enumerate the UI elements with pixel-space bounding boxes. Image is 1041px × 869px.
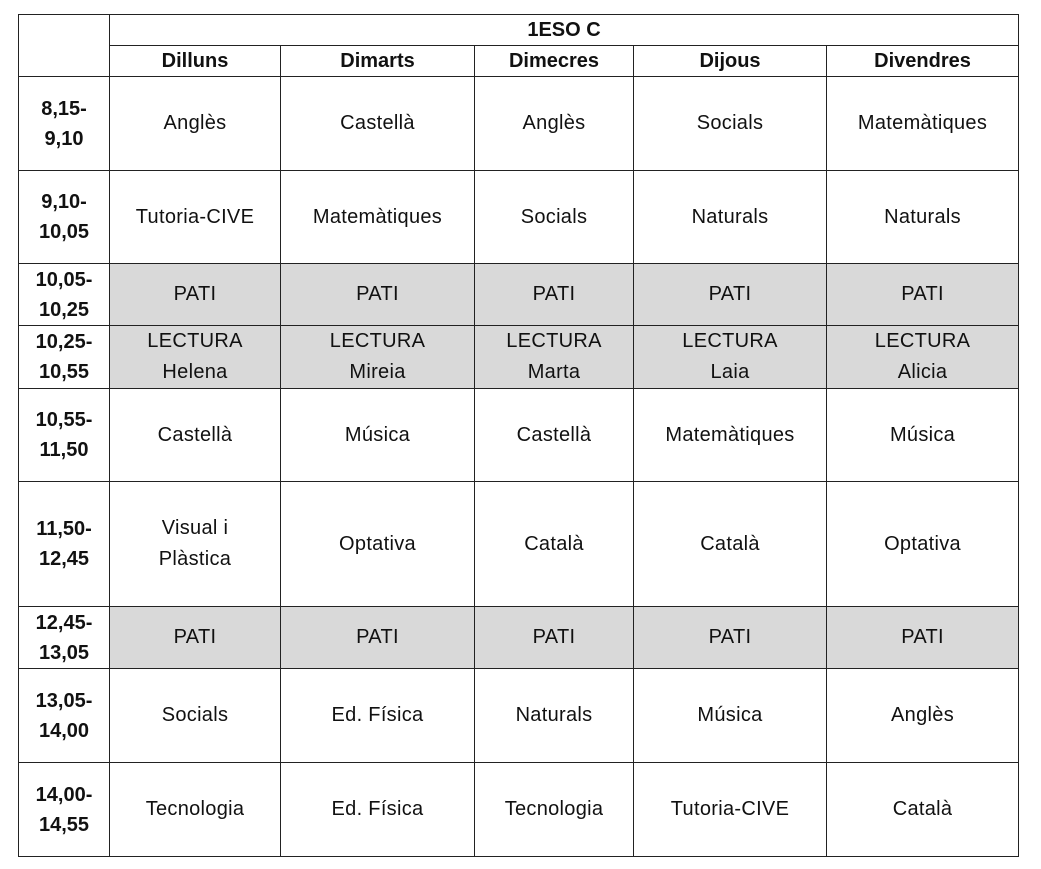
day-header-thursday: Dijous xyxy=(634,46,827,77)
subject-line: LECTURA xyxy=(506,330,602,352)
subject-cell xyxy=(475,326,634,389)
subject-line: Plàstica xyxy=(158,548,232,570)
time-slot-line: 9,10 xyxy=(44,127,84,150)
time-slot-cell xyxy=(19,669,110,763)
time-slot-line: 11,50- xyxy=(36,518,92,540)
subject-cell: Castellà xyxy=(475,389,634,482)
subject-line: Helena xyxy=(162,361,228,383)
subject-cell: Tecnologia xyxy=(475,763,634,857)
subject-cell: Matemàtiques xyxy=(634,389,827,482)
subject-cell: PATI xyxy=(634,607,827,669)
time-slot-cell xyxy=(19,326,110,389)
subject-cell: PATI xyxy=(827,264,1019,326)
time-slot-line: 12,45- xyxy=(35,611,93,634)
subject-cell: Optativa xyxy=(281,482,475,607)
timetable-row xyxy=(19,763,1019,857)
subject-line: Visual i xyxy=(161,517,229,539)
subject-cell xyxy=(634,326,827,389)
subject-cell xyxy=(827,326,1019,389)
subject-cell xyxy=(110,482,281,607)
day-header-friday: Divendres xyxy=(827,46,1019,77)
subject-line: Laia xyxy=(710,361,750,383)
corner-cell xyxy=(19,15,110,77)
subject-cell: Anglès xyxy=(827,669,1019,763)
timetable xyxy=(18,14,1019,857)
title-row xyxy=(19,15,1019,46)
time-slot-line: 14,00 xyxy=(38,719,90,742)
time-slot-line: 10,55 xyxy=(38,361,90,383)
subject-cell: PATI xyxy=(281,264,475,326)
time-slot-line: 10,55- xyxy=(35,409,93,431)
subject-line: Alicia xyxy=(897,361,948,383)
time-slot-cell xyxy=(19,482,110,607)
time-slot-line: 12,45 xyxy=(38,548,90,570)
timetable-row xyxy=(19,669,1019,763)
subject-cell: Naturals xyxy=(634,171,827,264)
time-slot-cell xyxy=(19,171,110,264)
timetable-row xyxy=(19,171,1019,264)
subject-cell: PATI xyxy=(475,607,634,669)
subject-cell: Optativa xyxy=(827,482,1019,607)
subject-cell: PATI xyxy=(281,607,475,669)
time-slot-cell xyxy=(19,77,110,171)
subject-cell: Català xyxy=(827,763,1019,857)
subject-cell: Matemàtiques xyxy=(281,171,475,264)
subject-cell: Tecnologia xyxy=(110,763,281,857)
subject-cell: PATI xyxy=(110,264,281,326)
time-slot-line: 10,25- xyxy=(35,331,93,353)
subject-cell: Tutoria-CIVE xyxy=(634,763,827,857)
subject-line: LECTURA xyxy=(329,330,426,352)
subject-cell: PATI xyxy=(475,264,634,326)
day-header-monday: Dilluns xyxy=(110,46,281,77)
time-slot-line: 14,00- xyxy=(35,783,93,806)
time-slot-line: 8,15- xyxy=(41,97,87,120)
time-slot-cell xyxy=(19,763,110,857)
time-slot-line: 13,05- xyxy=(35,689,93,712)
subject-cell: Castellà xyxy=(110,389,281,482)
subject-cell: Naturals xyxy=(827,171,1019,264)
timetable-row xyxy=(19,264,1019,326)
class-title: 1ESO C xyxy=(110,15,1019,46)
subject-cell: PATI xyxy=(110,607,281,669)
day-header-wednesday: Dimecres xyxy=(475,46,634,77)
time-slot-line: 10,05 xyxy=(38,221,90,243)
time-slot-line: 14,55 xyxy=(38,813,90,836)
subject-cell: Música xyxy=(281,389,475,482)
subject-cell: Castellà xyxy=(281,77,475,171)
subject-cell: Català xyxy=(634,482,827,607)
time-slot-line: 13,05 xyxy=(38,641,90,664)
timetable-row xyxy=(19,326,1019,389)
subject-cell: Anglès xyxy=(110,77,281,171)
subject-cell: Socials xyxy=(475,171,634,264)
timetable-row xyxy=(19,77,1019,171)
subject-cell: PATI xyxy=(634,264,827,326)
timetable-row xyxy=(19,607,1019,669)
time-slot-line: 10,05- xyxy=(35,268,93,291)
subject-cell: Tutoria-CIVE xyxy=(110,171,281,264)
subject-line: Mireia xyxy=(349,361,406,383)
subject-line: Marta xyxy=(527,361,581,383)
subject-line: LECTURA xyxy=(682,330,778,352)
time-slot-cell xyxy=(19,389,110,482)
time-slot-line: 11,50 xyxy=(39,439,89,461)
subject-cell: PATI xyxy=(827,607,1019,669)
subject-cell: Naturals xyxy=(475,669,634,763)
subject-cell: Ed. Física xyxy=(281,669,475,763)
time-slot-line: 9,10- xyxy=(41,191,87,213)
time-slot-cell xyxy=(19,264,110,326)
subject-line: LECTURA xyxy=(874,330,971,352)
subject-line: LECTURA xyxy=(147,330,243,352)
subject-cell: Música xyxy=(634,669,827,763)
subject-cell: Música xyxy=(827,389,1019,482)
days-header-row xyxy=(19,46,1019,77)
subject-cell: Català xyxy=(475,482,634,607)
subject-cell xyxy=(281,326,475,389)
time-slot-line: 10,25 xyxy=(38,298,90,321)
subject-cell: Anglès xyxy=(475,77,634,171)
timetable-row xyxy=(19,389,1019,482)
timetable-row xyxy=(19,482,1019,607)
subject-cell: Matemàtiques xyxy=(827,77,1019,171)
time-slot-cell xyxy=(19,607,110,669)
subject-cell xyxy=(110,326,281,389)
subject-cell: Socials xyxy=(634,77,827,171)
day-header-tuesday: Dimarts xyxy=(281,46,475,77)
subject-cell: Socials xyxy=(110,669,281,763)
timetable-body xyxy=(19,77,1019,857)
subject-cell: Ed. Física xyxy=(281,763,475,857)
